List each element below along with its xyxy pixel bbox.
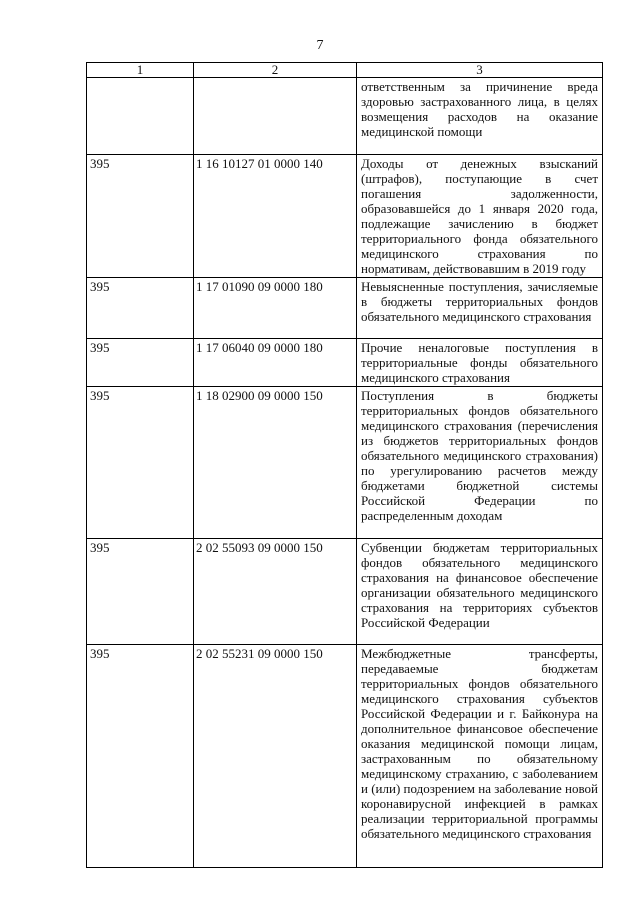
admin-code-cell <box>87 78 194 155</box>
budget-code-cell: 2 02 55231 09 0000 150 <box>194 645 357 868</box>
budget-code-cell: 1 17 06040 09 0000 180 <box>194 339 357 387</box>
budget-code-cell: 1 17 01090 09 0000 180 <box>194 278 357 339</box>
admin-code-cell: 395 <box>87 339 194 387</box>
page-number: 7 <box>316 38 324 53</box>
description-cell: Прочие неналоговые поступления в территориальные фонды обязательного медицинского страхования <box>357 339 603 387</box>
admin-code-cell: 395 <box>87 387 194 539</box>
table-row <box>87 155 603 278</box>
table-row <box>87 78 603 155</box>
column-header-3: 3 <box>357 63 603 78</box>
column-header-1: 1 <box>87 63 194 78</box>
budget-code-cell: 2 02 55093 09 0000 150 <box>194 539 357 645</box>
budget-code-cell <box>194 78 357 155</box>
description-cell: Межбюджетные трансферты, передаваемые бюджетам территориальных фондов обязательного медицинского страхования субъектов Российской Федерации и г. Байконура на дополнительное финансовое обеспечение оказания медицинской помощи лицам, застрахованным по обязательному медицинскому страханию, с заболеванием и (или) подозрением на заболевание новой коронавирусной инфекцией в рамках реализации территориальной программы обязательного медицинского страхования <box>357 645 603 868</box>
admin-code-cell: 395 <box>87 278 194 339</box>
table-row <box>87 539 603 645</box>
description-cell: Доходы от денежных взысканий (штрафов), поступающие в счет погашения задолженности, образовавшейся до 1 января 2020 года, подлежащие зачислению в бюджет территориального фонда обязательного медицинского страхования по нормативам, действовавшим в 2019 году <box>357 155 603 278</box>
admin-code-cell: 395 <box>87 539 194 645</box>
budget-code-cell: 1 18 02900 09 0000 150 <box>194 387 357 539</box>
admin-code-cell: 395 <box>87 155 194 278</box>
column-header-2: 2 <box>194 63 357 78</box>
table-row <box>87 339 603 387</box>
table-header-row <box>87 63 603 78</box>
budget-codes-table <box>86 62 603 868</box>
description-cell: ответственным за причинение вреда здоровью застрахованного лица, в целях возмещения расходов на оказание медицинской помощи <box>357 78 603 155</box>
admin-code-cell: 395 <box>87 645 194 868</box>
description-cell: Поступления в бюджеты территориальных фондов обязательного медицинского страхования (перечисления из бюджетов территориальных фондов обязательного медицинского страхования) по урегулированию расчетов между бюджетами бюджетной системы Российской Федерации по распределенным доходам <box>357 387 603 539</box>
table-row <box>87 645 603 868</box>
description-cell: Субвенции бюджетам территориальных фондов обязательного медицинского страхования на финансовое обеспечение организации обязательного медицинского страхования на территориях субъектов Российской Федерации <box>357 539 603 645</box>
table-row <box>87 387 603 539</box>
description-cell: Невыясненные поступления, зачисляемые в бюджеты территориальных фондов обязательного медицинского страхования <box>357 278 603 339</box>
table-row <box>87 278 603 339</box>
budget-code-cell: 1 16 10127 01 0000 140 <box>194 155 357 278</box>
